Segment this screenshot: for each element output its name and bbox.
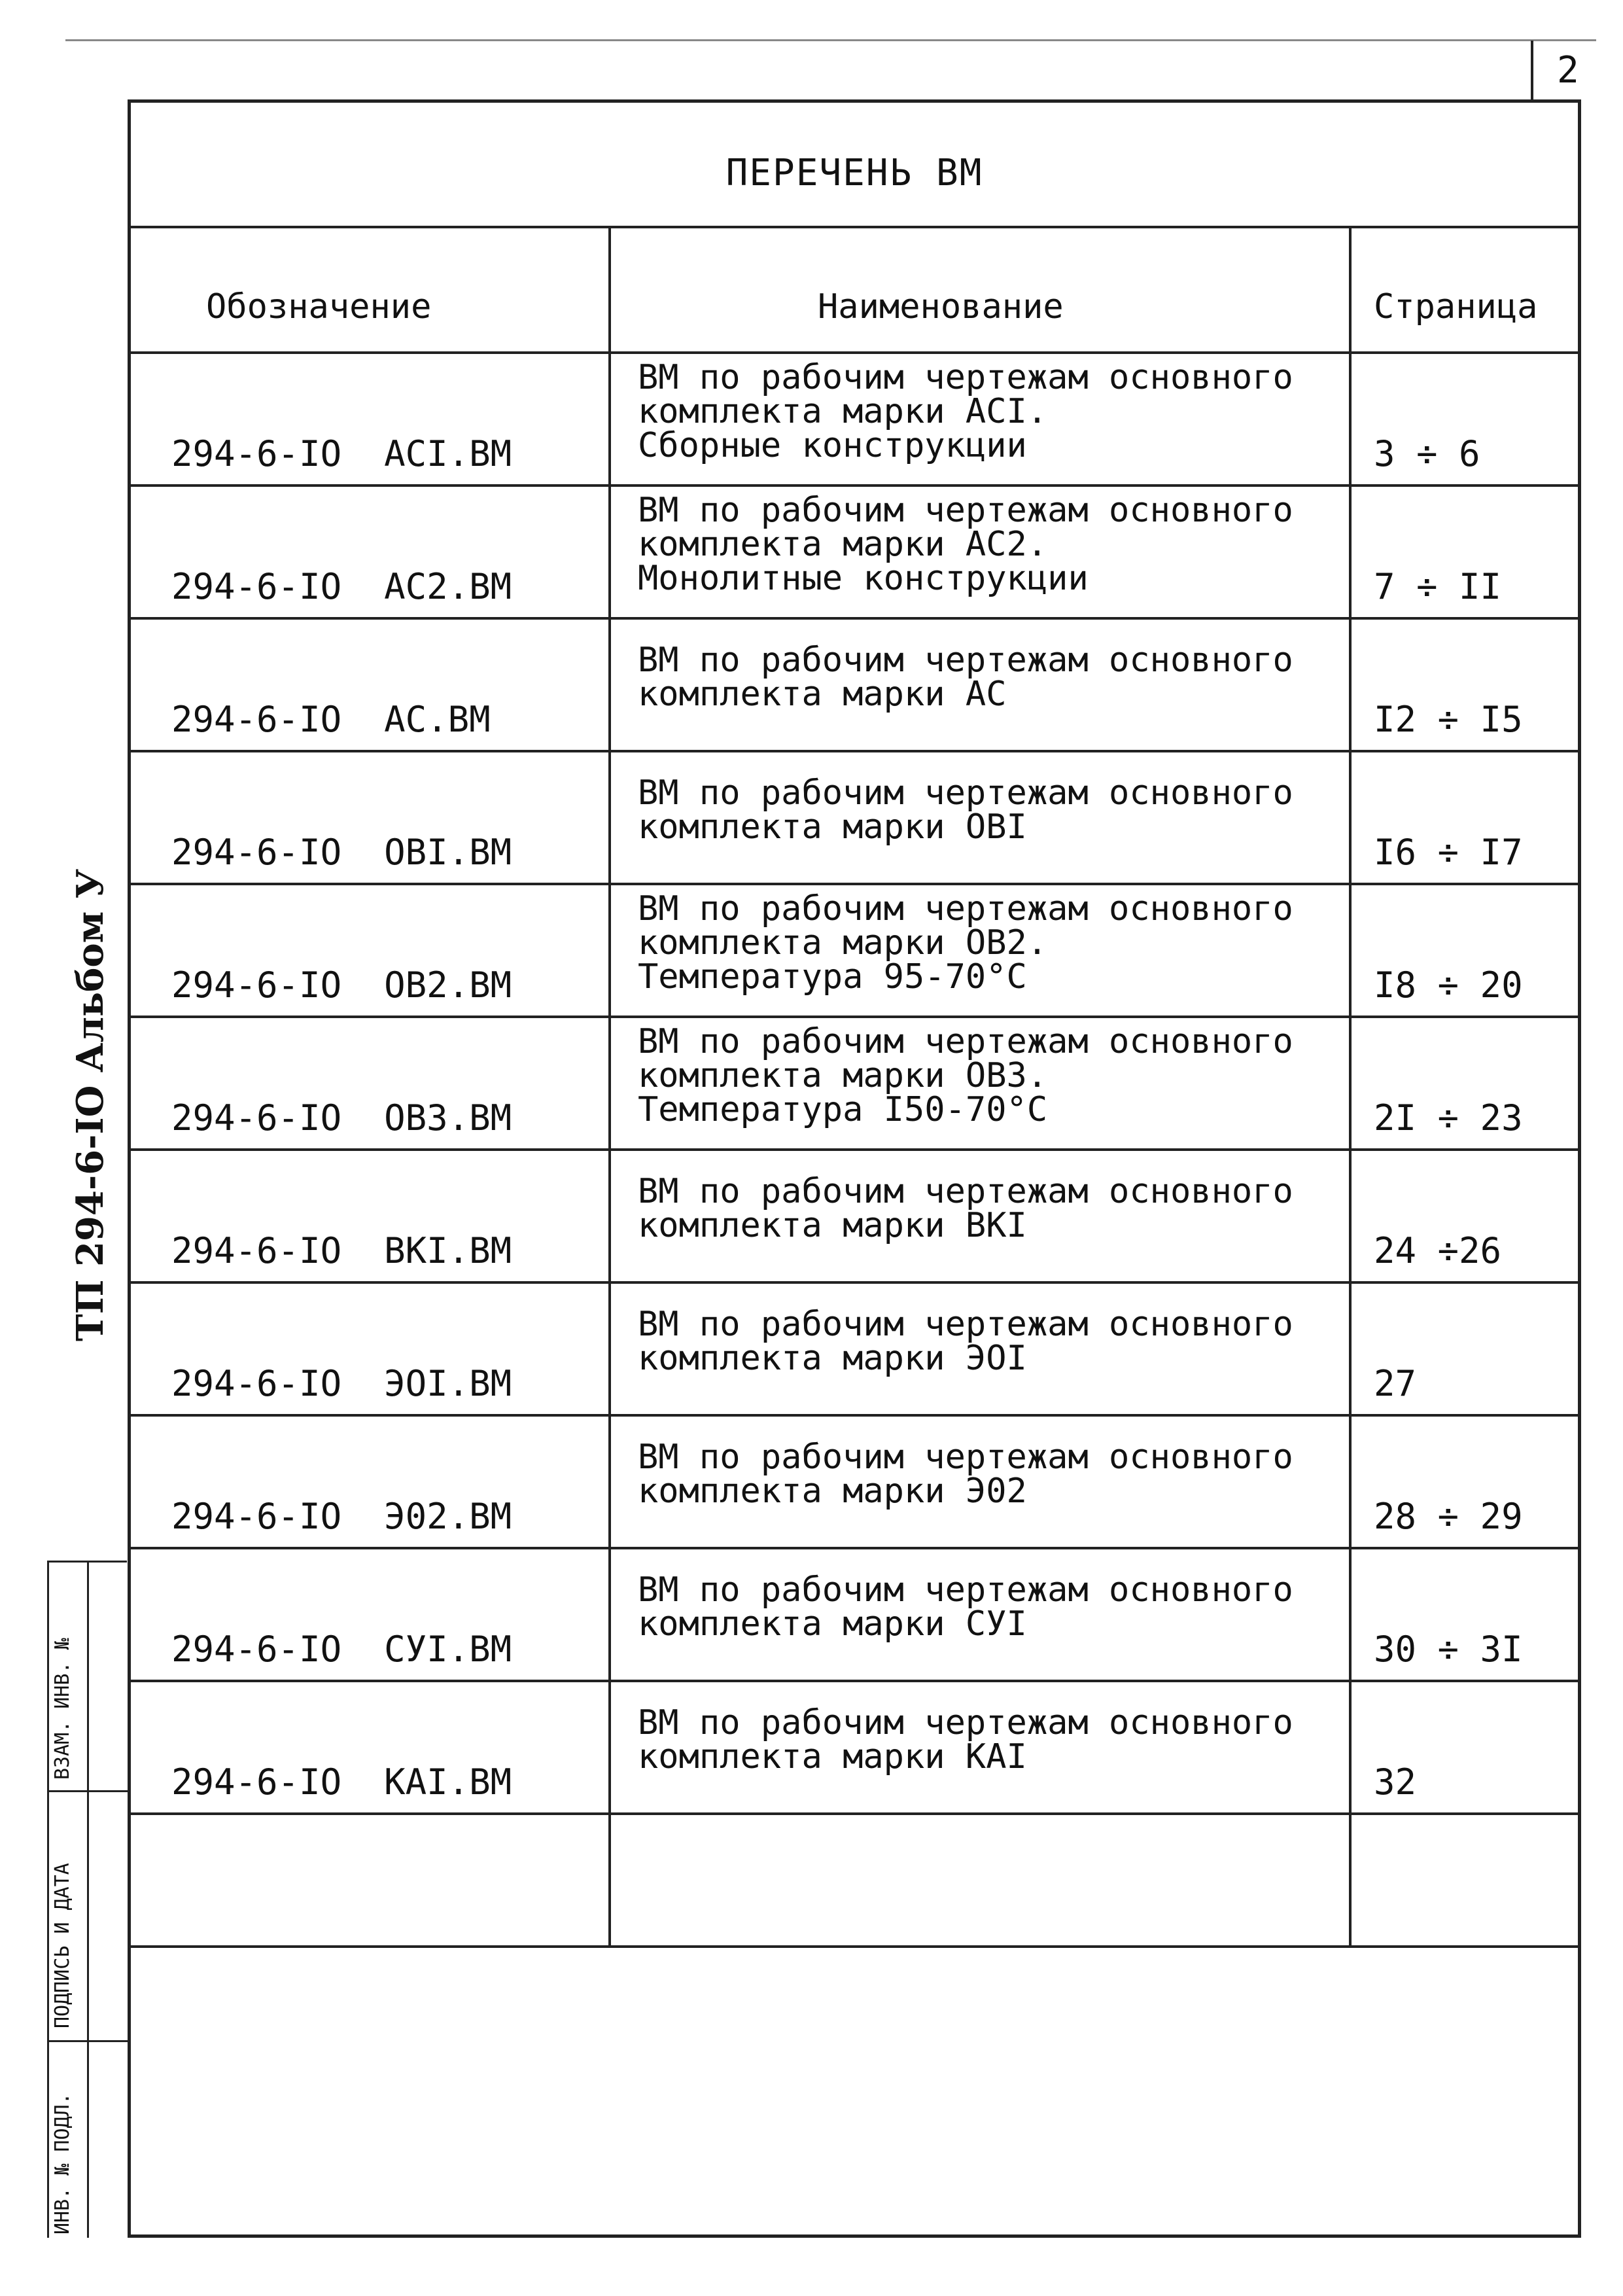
row-code: 294-6-IO AC2.BM [171,566,512,607]
row-code: 294-6-IO AC.BM [171,699,491,740]
header-designation: Обозначение [206,287,432,327]
row-pages: I6 ÷ I7 [1374,832,1523,873]
row-code: 294-6-IO Э02.BM [171,1496,512,1537]
row-pages: I8 ÷ 20 [1374,964,1523,1006]
row-description [638,1305,1293,1378]
row-description-line: комплекта марки KAI [638,1737,1027,1776]
row-pages: 3 ÷ 6 [1374,433,1480,474]
row-description-line: ВМ по рабочим чертежам основного [638,1703,1293,1742]
row-description-line: Температура I50-70°C [638,1090,1048,1129]
row-description-line: ВМ по рабочим чертежам основного [638,1305,1293,1344]
row-description-line: комплекта марки AC [638,675,1007,714]
row-description [638,641,1293,714]
row-pages: I2 ÷ I5 [1374,699,1523,740]
row-description [638,358,1293,465]
row-code: 294-6-IO OB2.BM [171,964,512,1006]
row-description-line: ВМ по рабочим чертежам основного [638,773,1293,813]
row-description-line: комплекта марки OBI [638,807,1027,847]
row-divider [131,1945,1578,1948]
row-description-line: комплекта марки OB2. [638,923,1048,963]
row-divider [131,484,1578,487]
row-description-line: комплекта марки CУI [638,1604,1027,1644]
row-description [638,1570,1293,1644]
header-divider [131,351,1578,354]
row-code: 294-6-IO BKI.BM [171,1230,512,1271]
row-code: 294-6-IO OBI.BM [171,832,512,873]
row-description [638,889,1293,997]
row-description [638,773,1293,847]
page-number: 2 [1557,49,1579,92]
page-title: ПЕРЕЧЕНЬ ВМ [725,152,983,194]
row-description-line: ВМ по рабочим чертежам основного [638,1438,1293,1477]
row-description-line: ВМ по рабочим чертежам основного [638,889,1293,928]
stamp-label-inv-orig: ИНВ. № ПОДЛ. [51,2093,74,2234]
row-pages: 30 ÷ 3I [1374,1629,1523,1670]
row-description-line: комплекта марки ЭOI [638,1339,1027,1378]
row-divider [131,1547,1578,1549]
row-pages: 27 [1374,1363,1417,1404]
row-description-line: ВМ по рабочим чертежам основного [638,491,1293,530]
stamp-label-replace-inv: ВЗАМ. ИНВ. № [51,1638,74,1780]
row-description-line: комплекта марки Э02 [638,1472,1027,1511]
row-pages: 24 ÷26 [1374,1230,1502,1271]
row-divider [131,617,1578,620]
row-description [638,1438,1293,1511]
row-divider [131,1680,1578,1682]
stamp-vertical-line [87,1563,89,2238]
row-description-line: комплекта марки ACI. [638,392,1048,431]
row-description-line: ВМ по рабочим чертежам основного [638,358,1293,397]
row-description-line: ВМ по рабочим чертежам основного [638,1172,1293,1211]
header-page: Страница [1374,287,1538,327]
row-pages: 32 [1374,1761,1417,1803]
header-name: Наименование [818,287,1064,327]
row-code: 294-6-IO ЭOI.BM [171,1363,512,1404]
row-divider [131,1281,1578,1284]
row-divider [131,1414,1578,1417]
row-divider [131,1812,1578,1815]
row-code: 294-6-IO KAI.BM [171,1761,512,1803]
document-frame [128,99,1581,2238]
row-description-line: Монолитные конструкции [638,559,1089,598]
row-pages: 28 ÷ 29 [1374,1496,1523,1537]
row-code: 294-6-IO OB3.BM [171,1097,512,1139]
row-divider [131,1016,1578,1018]
top-rule [65,39,1596,41]
row-description-line: комплекта марки BKI [638,1206,1027,1245]
row-divider [131,883,1578,885]
row-code: 294-6-IO CУI.BM [171,1629,512,1670]
row-description [638,1022,1293,1129]
row-code: 294-6-IO ACI.BM [171,433,512,474]
row-description-line: комплекта марки OB3. [638,1056,1048,1095]
row-description [638,1174,1293,1243]
row-description-line: Сборные конструкции [638,426,1027,465]
row-description [638,491,1293,598]
row-divider [131,1148,1578,1151]
row-pages: 7 ÷ II [1374,566,1502,607]
row-divider [131,750,1578,752]
row-description [638,1703,1293,1776]
row-description-line: ВМ по рабочим чертежам основного [638,1570,1293,1610]
stamp-divider-2 [49,2040,129,2042]
row-pages: 2I ÷ 23 [1374,1097,1523,1139]
side-album-title: ТП 294-6-IO Альбом У [69,868,112,1341]
row-description-line: комплекта марки AC2. [638,525,1048,564]
title-divider [131,226,1578,228]
stamp-divider-1 [49,1790,129,1792]
stamp-label-sign-date: ПОДПИСЬ И ДАТА [51,1863,74,2028]
row-description-line: ВМ по рабочим чертежам основного [638,1022,1293,1061]
row-description-line: ВМ по рабочим чертежам основного [638,641,1293,680]
row-description-line: Температура 95-70°C [638,957,1027,997]
